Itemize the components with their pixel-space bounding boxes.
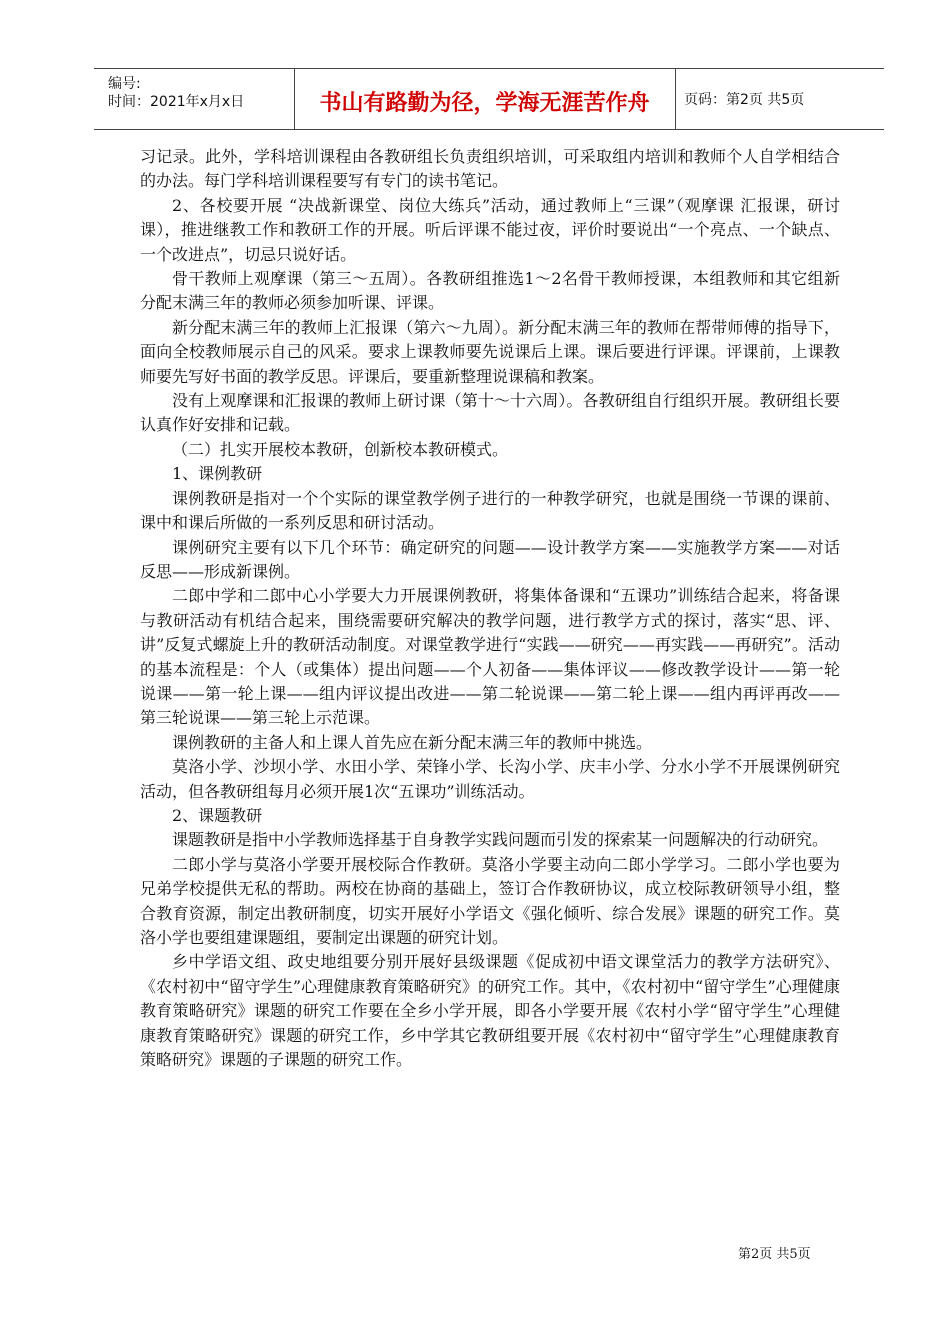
paragraph: 课例研究主要有以下几个环节：确定研究的问题——设计教学方案——实施教学方案——对话反思——形成新课例。 (140, 537, 840, 581)
paragraph: 课例教研是指对一个个实际的课堂教学例子进行的一种教学研究，也就是围绕一节课的课前、课中和课后所做的一系列反思和研讨活动。 (140, 488, 840, 533)
doc-time-label: 时间：2021年x月x日 (108, 94, 245, 110)
paragraph: 二郎小学与莫洛小学要开展校际合作教研。莫洛小学要主动向二郎小学学习。二郎小学也要为兄弟学校提供无私的帮助。两校在协商的基础上，签订合作教研协议，成立校际教研领导小组，整合教育资源，制定出教研制度，切实开展好小学语文《强化倾听、综合发展》课题的研究工作。莫洛小学也要组建课题组，要制定出课题的研究计划。 (140, 854, 840, 947)
paragraph: 二郎中学和二郎中心小学要大力开展课例教研，将集体备课和“五课功”训练结合起来，将备课与教研活动有机结合起来，围绕需要研究解决的教学问题，进行教学方式的探讨，落实“思、评、讲”反复式螺旋上升的教研活动制度。对课堂教学进行“实践——研究——再实践——再研究”。活动的基本流程是：个人（或集体）提出问题——个人初备——集体评议——修改教学设计——第一轮说课——第一轮上课——组内评议提出改进——第二轮说课——第二轮上课——组内再评再改——第三轮说课——第三轮上示范课。 (140, 586, 840, 728)
header-page-info: 页码：第2页 共5页 (684, 92, 805, 108)
paragraph: 骨干教师上观摩课（第三～五周）。各教研组推选1～2名骨干教师授课，本组教师和其它组新分配末满三年的教师必须参加听课、评课。 (140, 269, 840, 313)
document-body (140, 145, 840, 1072)
paragraph: 没有上观摩课和汇报课的教师上研讨课（第十～十六周）。各教研组自行组织开展。教研组长要认真作好安排和记载。 (140, 391, 840, 435)
page-header (94, 68, 884, 130)
section-heading: （二）扎实开展校本教研，创新校本教研模式。 (172, 439, 509, 459)
paragraph: 乡中学语文组、政史地组要分别开展好县级课题《促成初中语文课堂活力的教学方法研究》、《农村初中“留守学生”心理健康教育策略研究》的研究工作。其中，《农村初中“留守学生”心理健康教育策略研究》课题的研究工作要在全乡小学开展，即各小学要开展《农村小学“留守学生”心理健康教育策略研究》课题的研究工作，乡中学其它教研组要开展《农村初中“留守学生”心理健康教育策略研究》课题的子课题的研究工作。 (140, 952, 840, 1070)
subsection-heading: 1、课例教研 (172, 464, 263, 484)
paragraph: 2、各校要开展 “决战新课堂、岗位大练兵”活动，通过教师上“三课”（观摩课 汇报课，研讨课），推进继教工作和教研工作的开展。听后评课不能过夜，评价时要说出“一个亮点、一个缺点、一个改进点”，切忌只说好话。 (140, 195, 840, 264)
paragraph: 莫洛小学、沙坝小学、水田小学、荣锋小学、长沟小学、庆丰小学、分水小学不开展课例研究活动，但各教研组每月必须开展1次“五课功”训练活动。 (140, 757, 840, 801)
paragraph: 课题教研是指中小学教师选择基于自身教学实践问题而引发的探索某一问题解决的行动研究。 (172, 830, 829, 850)
doc-number-label: 编号: (108, 76, 141, 92)
paragraph: 课例教研的主备人和上课人首先应在新分配末满三年的教师中挑选。 (172, 732, 653, 752)
header-motto: 书山有路勤为径，学海无涯苦作舟 (319, 91, 650, 116)
header-meta-cell (94, 69, 295, 129)
header-motto-cell (294, 69, 676, 129)
page-footer: 第2页 共5页 (738, 1247, 811, 1262)
paragraph: 习记录。此外，学科培训课程由各教研组长负责组织培训，可采取组内培训和教师个人自学相结合的办法。每门学科培训课程要写有专门的读书笔记。 (140, 147, 840, 191)
subsection-heading: 2、课题教研 (172, 805, 263, 825)
paragraph: 新分配末满三年的教师上汇报课（第六～九周）。新分配末满三年的教师在帮带师傅的指导下，面向全校教师展示自己的风采。要求上课教师要先说课后上课。课后要进行评课。评课前，上课教师要先写好书面的教学反思。评课后，要重新整理说课稿和教案。 (140, 317, 840, 386)
